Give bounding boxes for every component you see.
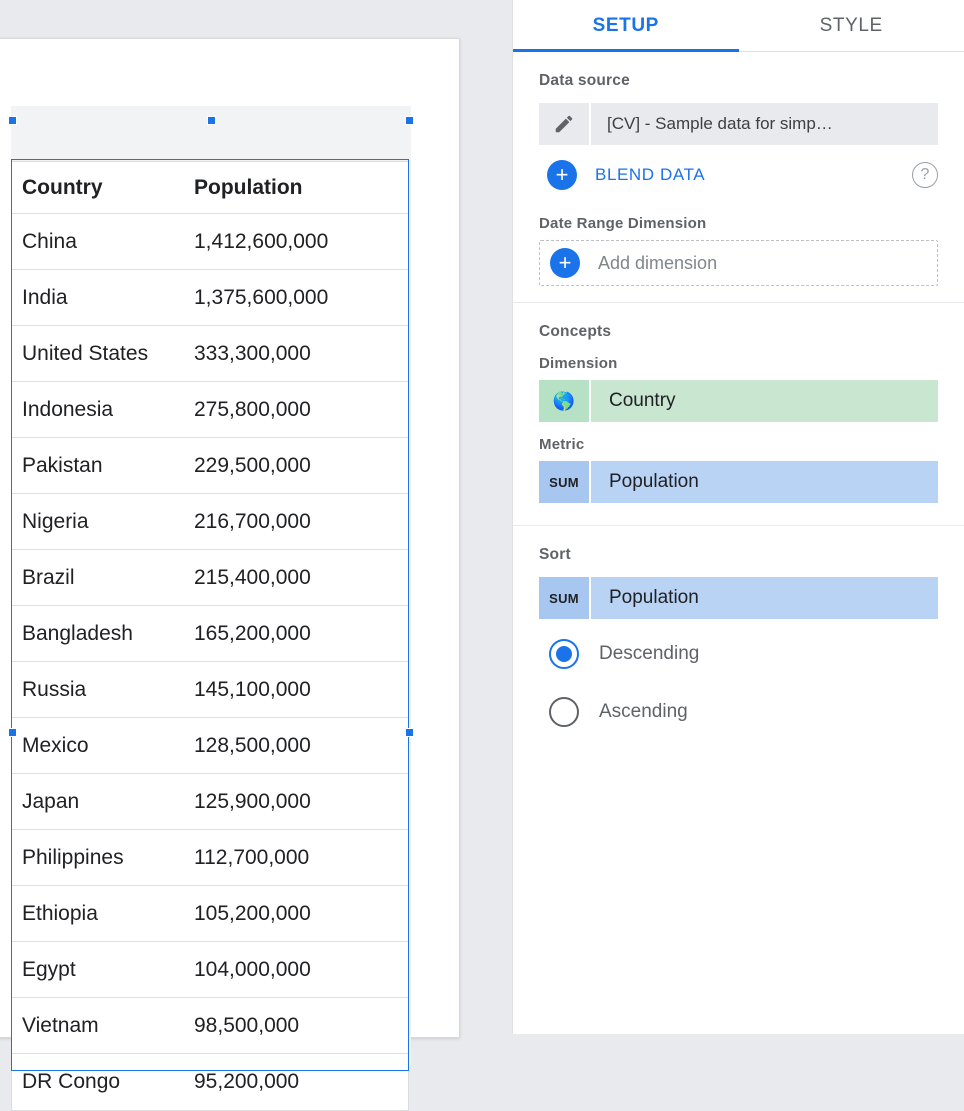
sort-section xyxy=(513,526,964,757)
table-row[interactable] xyxy=(12,550,408,606)
table-row[interactable] xyxy=(12,382,408,438)
table-row[interactable] xyxy=(12,830,408,886)
table-row[interactable] xyxy=(12,326,408,382)
radio-descending-icon[interactable] xyxy=(549,639,579,669)
help-icon[interactable]: ? xyxy=(912,162,938,188)
cell-country: Nigeria xyxy=(22,510,194,534)
tab-style-label: STYLE xyxy=(820,15,883,37)
pencil-icon[interactable] xyxy=(539,103,589,145)
table-header-row xyxy=(12,162,408,214)
panel-tabs xyxy=(513,0,964,52)
data-source-title: Data source xyxy=(539,72,938,90)
cell-population: 145,100,000 xyxy=(194,678,394,702)
table-chart[interactable] xyxy=(11,161,409,1111)
table-row[interactable] xyxy=(12,998,408,1054)
sort-chip-label: Population xyxy=(591,577,938,619)
column-header-country: Country xyxy=(22,176,194,200)
column-header-population: Population xyxy=(194,176,394,200)
globe-icon: 🌎 xyxy=(539,380,589,422)
concepts-title: Concepts xyxy=(539,323,938,341)
data-source-name[interactable]: [CV] - Sample data for simp… xyxy=(591,103,938,145)
cell-population: 216,700,000 xyxy=(194,510,394,534)
resize-handle-top-center[interactable] xyxy=(207,116,216,125)
cell-country: Egypt xyxy=(22,958,194,982)
metric-label: Metric xyxy=(539,436,938,453)
sort-descending-label: Descending xyxy=(599,643,699,665)
cell-country: Indonesia xyxy=(22,398,194,422)
metric-chip-label: Population xyxy=(591,461,938,503)
cell-population: 125,900,000 xyxy=(194,790,394,814)
blend-data-button[interactable]: BLEND DATA xyxy=(595,165,705,185)
plus-icon[interactable]: + xyxy=(550,248,580,278)
sort-chip-population[interactable] xyxy=(539,577,938,619)
cell-country: Brazil xyxy=(22,566,194,590)
date-range-dimension-label: Date Range Dimension xyxy=(539,215,938,232)
table-row[interactable] xyxy=(12,942,408,998)
cell-population: 112,700,000 xyxy=(194,846,394,870)
cell-country: DR Congo xyxy=(22,1070,194,1094)
data-source-section xyxy=(513,52,964,303)
cell-population: 95,200,000 xyxy=(194,1070,394,1094)
table-row[interactable] xyxy=(12,718,408,774)
plus-icon[interactable]: + xyxy=(547,160,577,190)
sort-title: Sort xyxy=(539,546,938,564)
cell-country: Japan xyxy=(22,790,194,814)
resize-handle-top-left[interactable] xyxy=(8,116,17,125)
cell-population: 275,800,000 xyxy=(194,398,394,422)
radio-ascending-icon[interactable] xyxy=(549,697,579,727)
report-page[interactable] xyxy=(0,38,460,1038)
sort-option-descending[interactable] xyxy=(539,625,938,683)
table-row[interactable] xyxy=(12,438,408,494)
table-row[interactable] xyxy=(12,494,408,550)
table-row[interactable] xyxy=(12,606,408,662)
table-row[interactable] xyxy=(12,214,408,270)
dimension-chip-country[interactable] xyxy=(539,380,938,422)
cell-population: 229,500,000 xyxy=(194,454,394,478)
cell-population: 215,400,000 xyxy=(194,566,394,590)
tab-setup[interactable] xyxy=(513,0,739,51)
dimension-label: Dimension xyxy=(539,355,938,372)
add-dimension-label: Add dimension xyxy=(598,253,717,274)
cell-population: 105,200,000 xyxy=(194,902,394,926)
data-source-row[interactable] xyxy=(539,103,938,145)
cell-country: Philippines xyxy=(22,846,194,870)
cell-population: 1,375,600,000 xyxy=(194,286,394,310)
cell-country: Bangladesh xyxy=(22,622,194,646)
cell-country: Pakistan xyxy=(22,454,194,478)
cell-country: Vietnam xyxy=(22,1014,194,1038)
sort-ascending-label: Ascending xyxy=(599,701,688,723)
cell-population: 1,412,600,000 xyxy=(194,230,394,254)
tab-setup-label: SETUP xyxy=(593,15,659,37)
cell-population: 333,300,000 xyxy=(194,342,394,366)
cell-country: United States xyxy=(22,342,194,366)
table-row[interactable] xyxy=(12,270,408,326)
properties-panel xyxy=(512,0,964,1034)
blend-data-row xyxy=(539,149,938,201)
cell-population: 165,200,000 xyxy=(194,622,394,646)
cell-population: 98,500,000 xyxy=(194,1014,394,1038)
cell-country: Russia xyxy=(22,678,194,702)
add-dimension-field[interactable] xyxy=(539,240,938,286)
cell-country: India xyxy=(22,286,194,310)
sort-option-ascending[interactable] xyxy=(539,683,938,741)
resize-handle-middle-right[interactable] xyxy=(405,728,414,737)
resize-handle-top-right[interactable] xyxy=(405,116,414,125)
table-row[interactable] xyxy=(12,774,408,830)
cell-country: Mexico xyxy=(22,734,194,758)
tab-style[interactable] xyxy=(739,0,964,51)
table-row[interactable] xyxy=(12,1054,408,1110)
dimension-chip-label: Country xyxy=(591,380,938,422)
cell-country: Ethiopia xyxy=(22,902,194,926)
cell-country: China xyxy=(22,230,194,254)
sum-icon: SUM xyxy=(539,577,589,619)
concepts-section xyxy=(513,303,964,526)
cell-population: 128,500,000 xyxy=(194,734,394,758)
report-canvas[interactable] xyxy=(0,0,512,1034)
cell-population: 104,000,000 xyxy=(194,958,394,982)
table-row[interactable] xyxy=(12,886,408,942)
sum-icon: SUM xyxy=(539,461,589,503)
resize-handle-middle-left[interactable] xyxy=(8,728,17,737)
metric-chip-population[interactable] xyxy=(539,461,938,503)
table-row[interactable] xyxy=(12,662,408,718)
